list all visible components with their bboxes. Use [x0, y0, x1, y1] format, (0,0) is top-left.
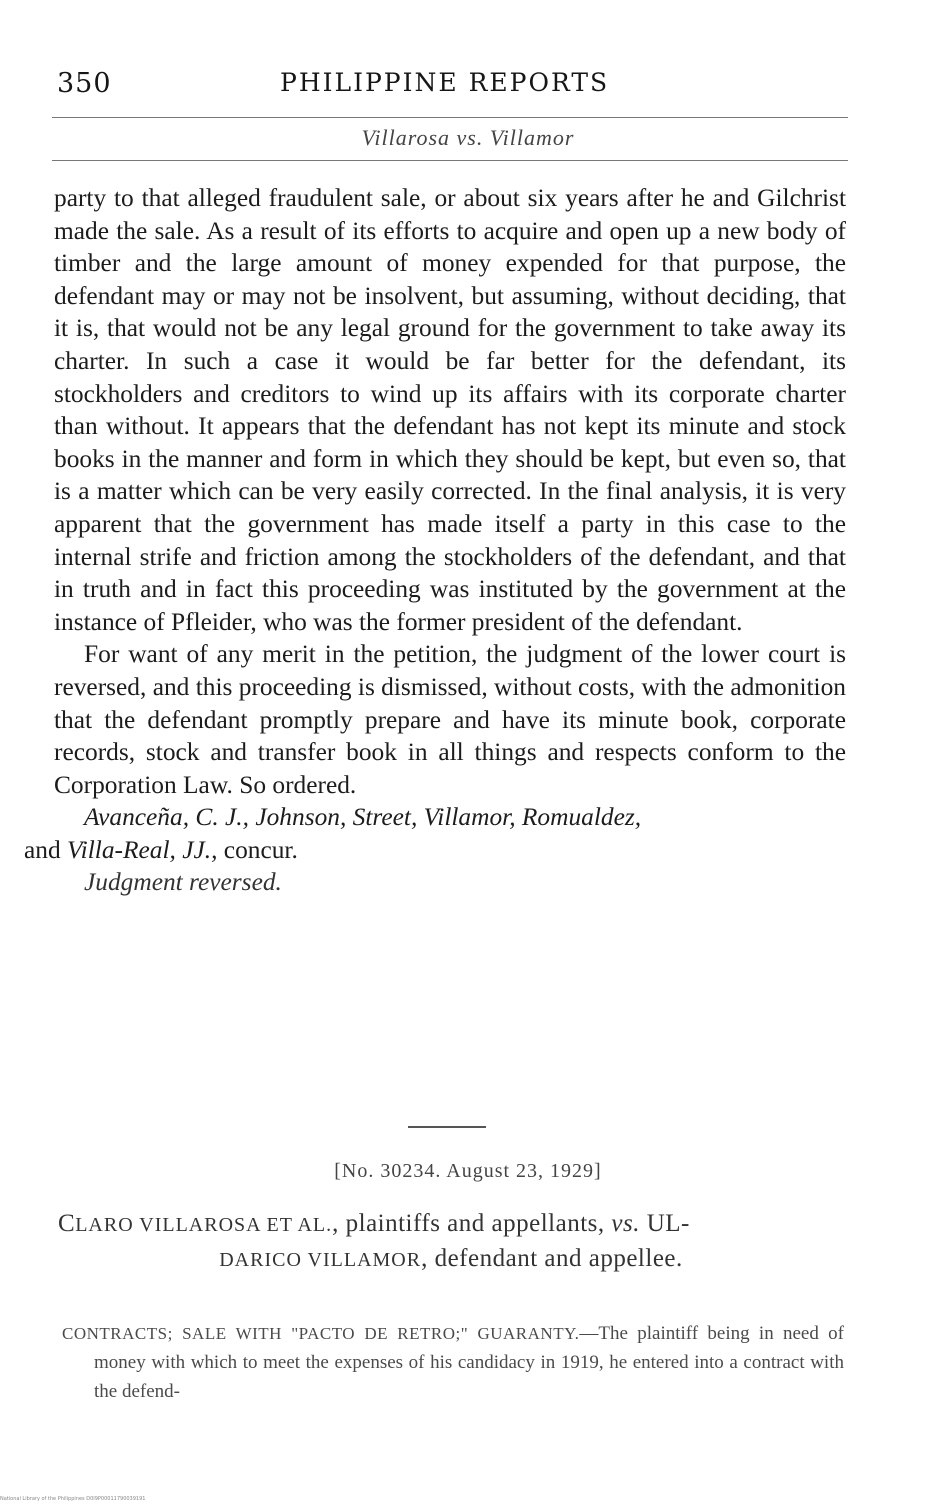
library-footer: National Library of the Philippines D0I9P00011790039191: [0, 1496, 146, 1502]
syllabus: [62, 1319, 844, 1406]
judgment-result: Judgment reversed.: [84, 868, 282, 897]
case-parties: [58, 1207, 844, 1277]
concurring-justices: Avanceña, C. J., Johnson, Street, Villamor, Romualdez,: [84, 803, 642, 832]
concurrence: [24, 801, 846, 866]
concurring-justice-last: Villa-Real, JJ.,: [67, 835, 218, 864]
concur-and: and: [24, 835, 61, 864]
opinion-body: [24, 182, 846, 899]
syllabus-entry: [62, 1319, 844, 1406]
case-number: [No. 30234. August 23, 1929]: [334, 1160, 602, 1182]
syllabus-heading: CONTRACTS; SALE WITH "PACTO DE RETRO;" GUARANTY.: [62, 1324, 580, 1343]
concur-word: concur.: [223, 835, 298, 864]
plaintiff-name: LARO VILLAROSA ET AL.: [75, 1214, 333, 1236]
case-caption: Villarosa vs. Villamor: [361, 125, 575, 150]
section-divider: [408, 1126, 486, 1128]
header-rule-top: [52, 117, 848, 118]
header-rule-bottom: [52, 160, 848, 161]
defendant-name-part-b: DARICO VILLAMOR: [219, 1249, 422, 1271]
defendant-line: [58, 1242, 844, 1277]
plaintiff-role: , plaintiffs and appellants,: [332, 1210, 605, 1237]
running-head-title: PHILIPPINE REPORTS: [280, 68, 610, 97]
page-number: 350: [57, 68, 112, 99]
defendant-name-part-a: UL-: [646, 1210, 690, 1237]
versus: vs.: [611, 1210, 640, 1237]
syllabus-text: —The plaintiff being in need of money with which to meet the expenses of his candidacy in 1919, he entered into a contract with the defend-: [94, 1323, 844, 1402]
defendant-role: , defendant and appellee.: [421, 1245, 683, 1272]
body-paragraph-1: party to that alleged fraudulent sale, or about six years after he and Gilchrist made the sale. As a result of its efforts to acquire and open up a new body of timber and the large amount of money expended for that purpose, the defendant may or may not be insolvent, but assuming, without deciding, that it is, that would not be any legal ground for the government to take away its charter. In such a case it would be far better for the defendant, its stockholders and creditors to wind up its affairs with its corporate charter than without. It appears that the defendant has not kept its minute and stock books in the manner and form in which they should be kept, but even so, that is a matter which can be very easily corrected. In the final analysis, it is very apparent that the government has made itself a party in this case to the internal strife and friction among the stockholders of the defendant, and that in truth and in fact this proceeding was instituted by the government at the instance of Pfleider, who was the former president of the defendant.: [54, 184, 846, 636]
plaintiff-initial: C: [58, 1210, 76, 1237]
body-paragraph-2: For want of any merit in the petition, the judgment of the lower court is reversed, and this proceeding is dismissed, without costs, with the admonition that the defendant promptly prepare and have its minute book, corporate records, stock and transfer book in all things and respects conform to the Corporation Law. So ordered.: [54, 640, 846, 799]
